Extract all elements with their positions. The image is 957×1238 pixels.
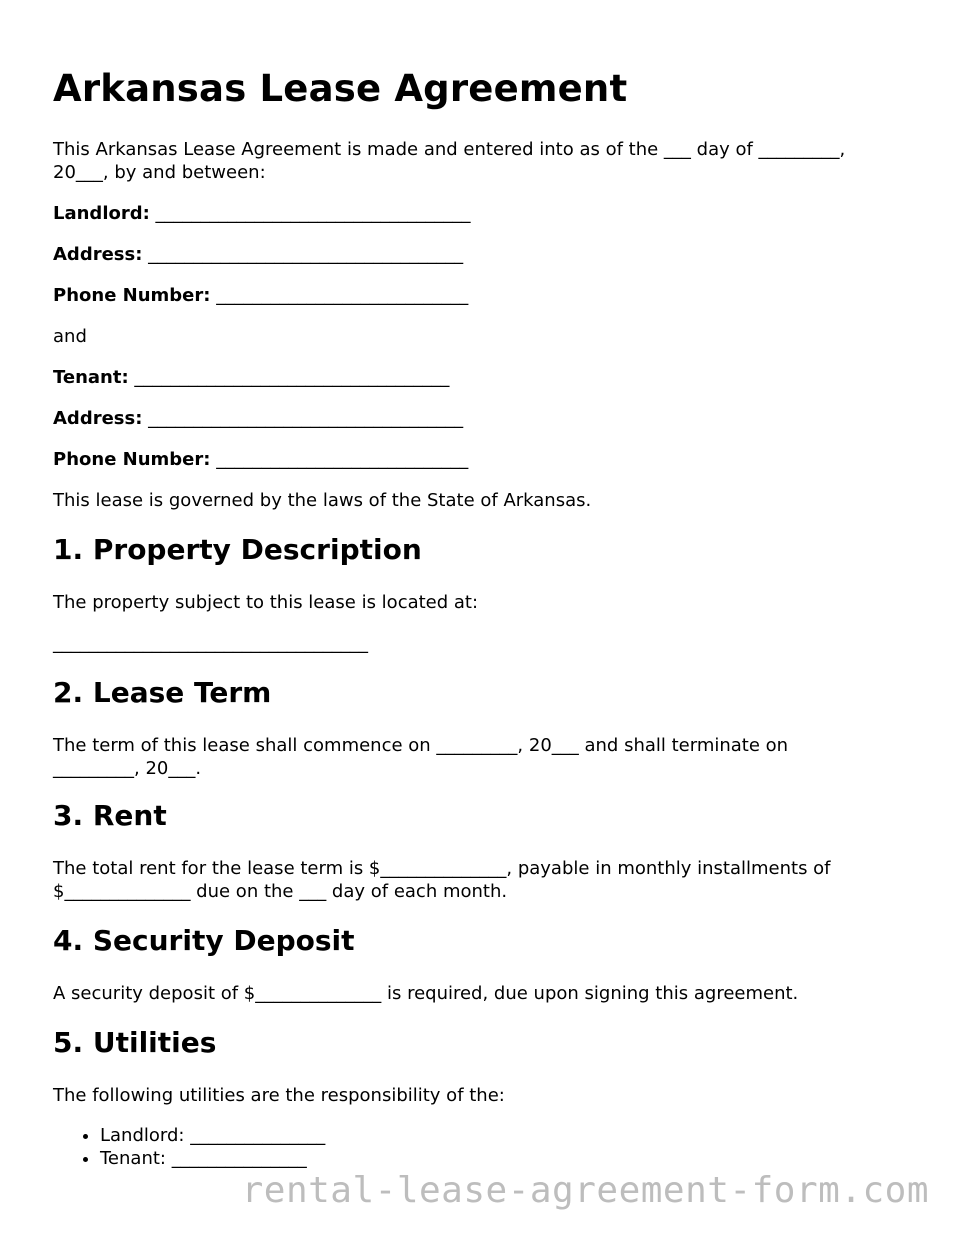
- section-term-line-1: The term of this lease shall commence on _________, 20___ and shall terminate on: [53, 735, 789, 756]
- landlord-name-line: [53, 202, 471, 225]
- section-property-blank: ___________________________________: [53, 633, 368, 654]
- tenant-phone-blank: ____________________________: [216, 449, 469, 470]
- intro-line-2: 20___, by and between:: [53, 162, 266, 183]
- tenant-phone-line: [53, 448, 468, 471]
- section-utilities-text: The following utilities are the responsibility of the:: [53, 1085, 505, 1106]
- landlord-address-blank: ___________________________________: [148, 244, 464, 265]
- utilities-item-tenant: • Tenant: _______________: [100, 1147, 325, 1170]
- landlord-address-label: Address:: [53, 244, 143, 265]
- section-property-heading: 1. Property Description: [53, 533, 422, 566]
- section-rent-line-2: $______________ due on the ___ day of each month.: [53, 881, 508, 902]
- utilities-list: [53, 1124, 325, 1170]
- landlord-phone-label: Phone Number:: [53, 285, 211, 306]
- section-term-line-2: _________, 20___.: [53, 758, 202, 779]
- section-term-heading: 2. Lease Term: [53, 676, 272, 709]
- section-rent-heading: 3. Rent: [53, 799, 167, 832]
- landlord-name-blank: ___________________________________: [155, 203, 471, 224]
- watermark-text: rental-lease-agreement-form.com: [241, 1170, 929, 1211]
- landlord-phone-blank: ____________________________: [216, 285, 469, 306]
- tenant-name-blank: ___________________________________: [134, 367, 450, 388]
- tenant-address-line: [53, 407, 463, 430]
- section-deposit-text: A security deposit of $______________ is required, due upon signing this agreement.: [53, 983, 799, 1004]
- utilities-item-landlord: • Landlord: _______________: [100, 1124, 325, 1147]
- tenant-address-label: Address:: [53, 408, 143, 429]
- section-rent-line-1: The total rent for the lease term is $______________, payable in monthly installments of: [53, 858, 831, 879]
- document-title: Arkansas Lease Agreement: [53, 67, 628, 110]
- tenant-address-blank: ___________________________________: [148, 408, 464, 429]
- section-deposit-heading: 4. Security Deposit: [53, 924, 355, 957]
- landlord-phone-line: [53, 284, 468, 307]
- section-utilities-heading: 5. Utilities: [53, 1026, 217, 1059]
- tenant-phone-label: Phone Number:: [53, 449, 211, 470]
- section-property-text: The property subject to this lease is located at:: [53, 592, 479, 613]
- and-text: and: [53, 326, 87, 347]
- tenant-name-line: [53, 366, 449, 389]
- governing-law-text: This lease is governed by the laws of the State of Arkansas.: [53, 490, 592, 511]
- intro-line-1: This Arkansas Lease Agreement is made and entered into as of the ___ day of _________,: [53, 139, 846, 160]
- landlord-address-line: [53, 243, 463, 266]
- tenant-name-label: Tenant:: [53, 367, 129, 388]
- landlord-name-label: Landlord:: [53, 203, 150, 224]
